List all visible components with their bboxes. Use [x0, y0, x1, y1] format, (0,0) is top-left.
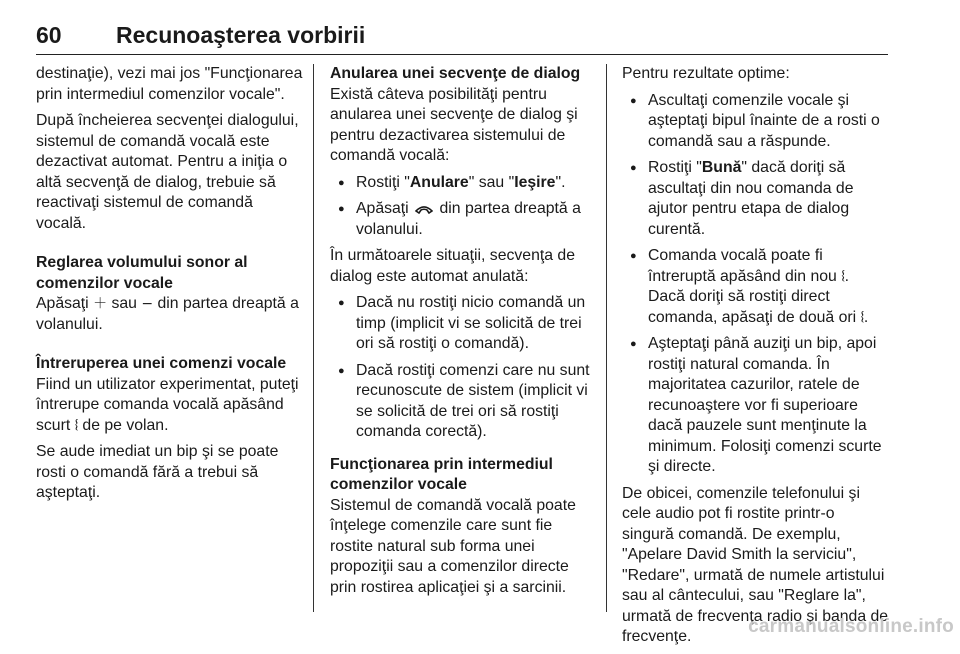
paragraph-auto-cancel: În următoarele situaţii, secvenţa de dialog este automat anulată: [330, 247, 575, 285]
list-item: ● Comanda vocală poate fi întreruptă apăsând din nou 𝄔. Dacă doriţi să rostiţi direct comanda, apăsaţi de două ori 𝄔. [622, 246, 890, 328]
page-header [36, 20, 888, 55]
minus-icon: − [141, 296, 154, 312]
paragraph-beep: Se aude imediat un bip şi se poate rosti o comandă fără a trebui să aşteptaţi. [36, 443, 279, 501]
cancel-list [330, 173, 596, 241]
page-number: 60 [36, 22, 62, 48]
list-item: ● Aşteptaţi până auziţi un bip, apoi rostiţi natural comanda. În majoritatea cazurilor, ratele de recunoaştere vor fi superioare dacă pauzele sunt menţinute la minimum. Folosiţi comenzi scurte şi directe. [622, 334, 890, 478]
watermark: carmanualsonline.info [748, 616, 954, 637]
list-item: ● Rostiţi "Bună" dacă doriţi să ascultaţi din nou comanda de ajutor pentru etapa de dialog curentă. [622, 158, 890, 240]
page-title: Recunoaşterea vorbirii [116, 22, 366, 48]
auto-cancel-list [330, 293, 596, 443]
list-item: ● Apăsaţi din partea dreaptă a volanului. [330, 199, 596, 240]
paragraph-interrupt: Fiind un utilizator experimentat, puteţi întrerupe comanda vocală apăsând scurt 𝄔 de pe volan. [36, 375, 299, 434]
column-divider-1 [313, 64, 314, 612]
list-item: ● Dacă nu rostiţi nicio comandă un timp (implicit vi se solicită de trei ori să rostiţi o comandă). [330, 293, 596, 355]
paragraph-examples: De obicei, comenzile telefonului şi cele audio pot fi rostite printr-o singură comandă. De exemplu, "Apelare David Smith la serviciu", "Redare", urmată de numele artistului sau al cântecului, sau "Reglare la", urmată de frecvenţa radio şi banda de frecvenţe. [622, 484, 889, 645]
voice-command-icon: 𝄔 [841, 268, 845, 285]
tips-list [622, 91, 890, 478]
voice-command-icon: 𝄔 [74, 417, 79, 434]
paragraph-cancel: Există câteva posibilităţi pentru anularea unei secvenţe de dialog şi pentru dezactivarea sistemului de comandă vocală: [330, 85, 578, 164]
column-2 [330, 64, 596, 604]
voice-command-icon: 𝄔 [860, 309, 864, 326]
heading-cancel: Anularea unei secvenţe de dialog [330, 65, 581, 82]
list-item: ● Rostiţi "Anulare" sau "Ieşire". [330, 173, 596, 194]
plus-icon: ＋ [93, 296, 108, 312]
paragraph-destination: destinaţie), vezi mai jos "Funcţionarea prin intermediul comenzilor vocale". [36, 65, 303, 103]
paragraph-functioning: Sistemul de comandă vocală poate înţelege comenzile care sunt fie rostite natural sub forma unei propoziţii sau a comenzilor directe prin rostirea aplicaţiei şi a sarcinii. [330, 496, 576, 596]
list-item: ● Dacă rostiţi comenzi care nu sunt recunoscute de sistem (implicit vi se solicită de trei ori să rostiţi comanda corectă). [330, 361, 596, 443]
paragraph-best-results: Pentru rezultate optime: [622, 65, 790, 82]
column-3 [622, 64, 890, 654]
heading-volume: Reglarea volumului sonor al comenzilor vocale [36, 254, 248, 292]
heading-functioning: Funcţionarea prin intermediul comenzilor vocale [330, 455, 553, 493]
hang-up-icon [415, 204, 433, 214]
paragraph-dialog-end: După încheierea secvenţei dialogului, sistemul de comandă vocală este dezactivat automat. Pentru a iniţia o altă secvenţă de dialog, trebuie să reactivaţi sistemul de comandă vocală. [36, 112, 299, 232]
heading-interrupt: Întreruperea unei comenzi vocale [36, 355, 287, 372]
paragraph-volume: Apăsaţi ＋ sau − din partea dreaptă a volanului. [36, 295, 299, 333]
list-item: ● Ascultaţi comenzile vocale şi aşteptaţi bipul înainte de a rosti o comandă sau a răspunde. [622, 91, 890, 153]
column-divider-2 [606, 64, 607, 612]
column-1 [36, 64, 306, 510]
